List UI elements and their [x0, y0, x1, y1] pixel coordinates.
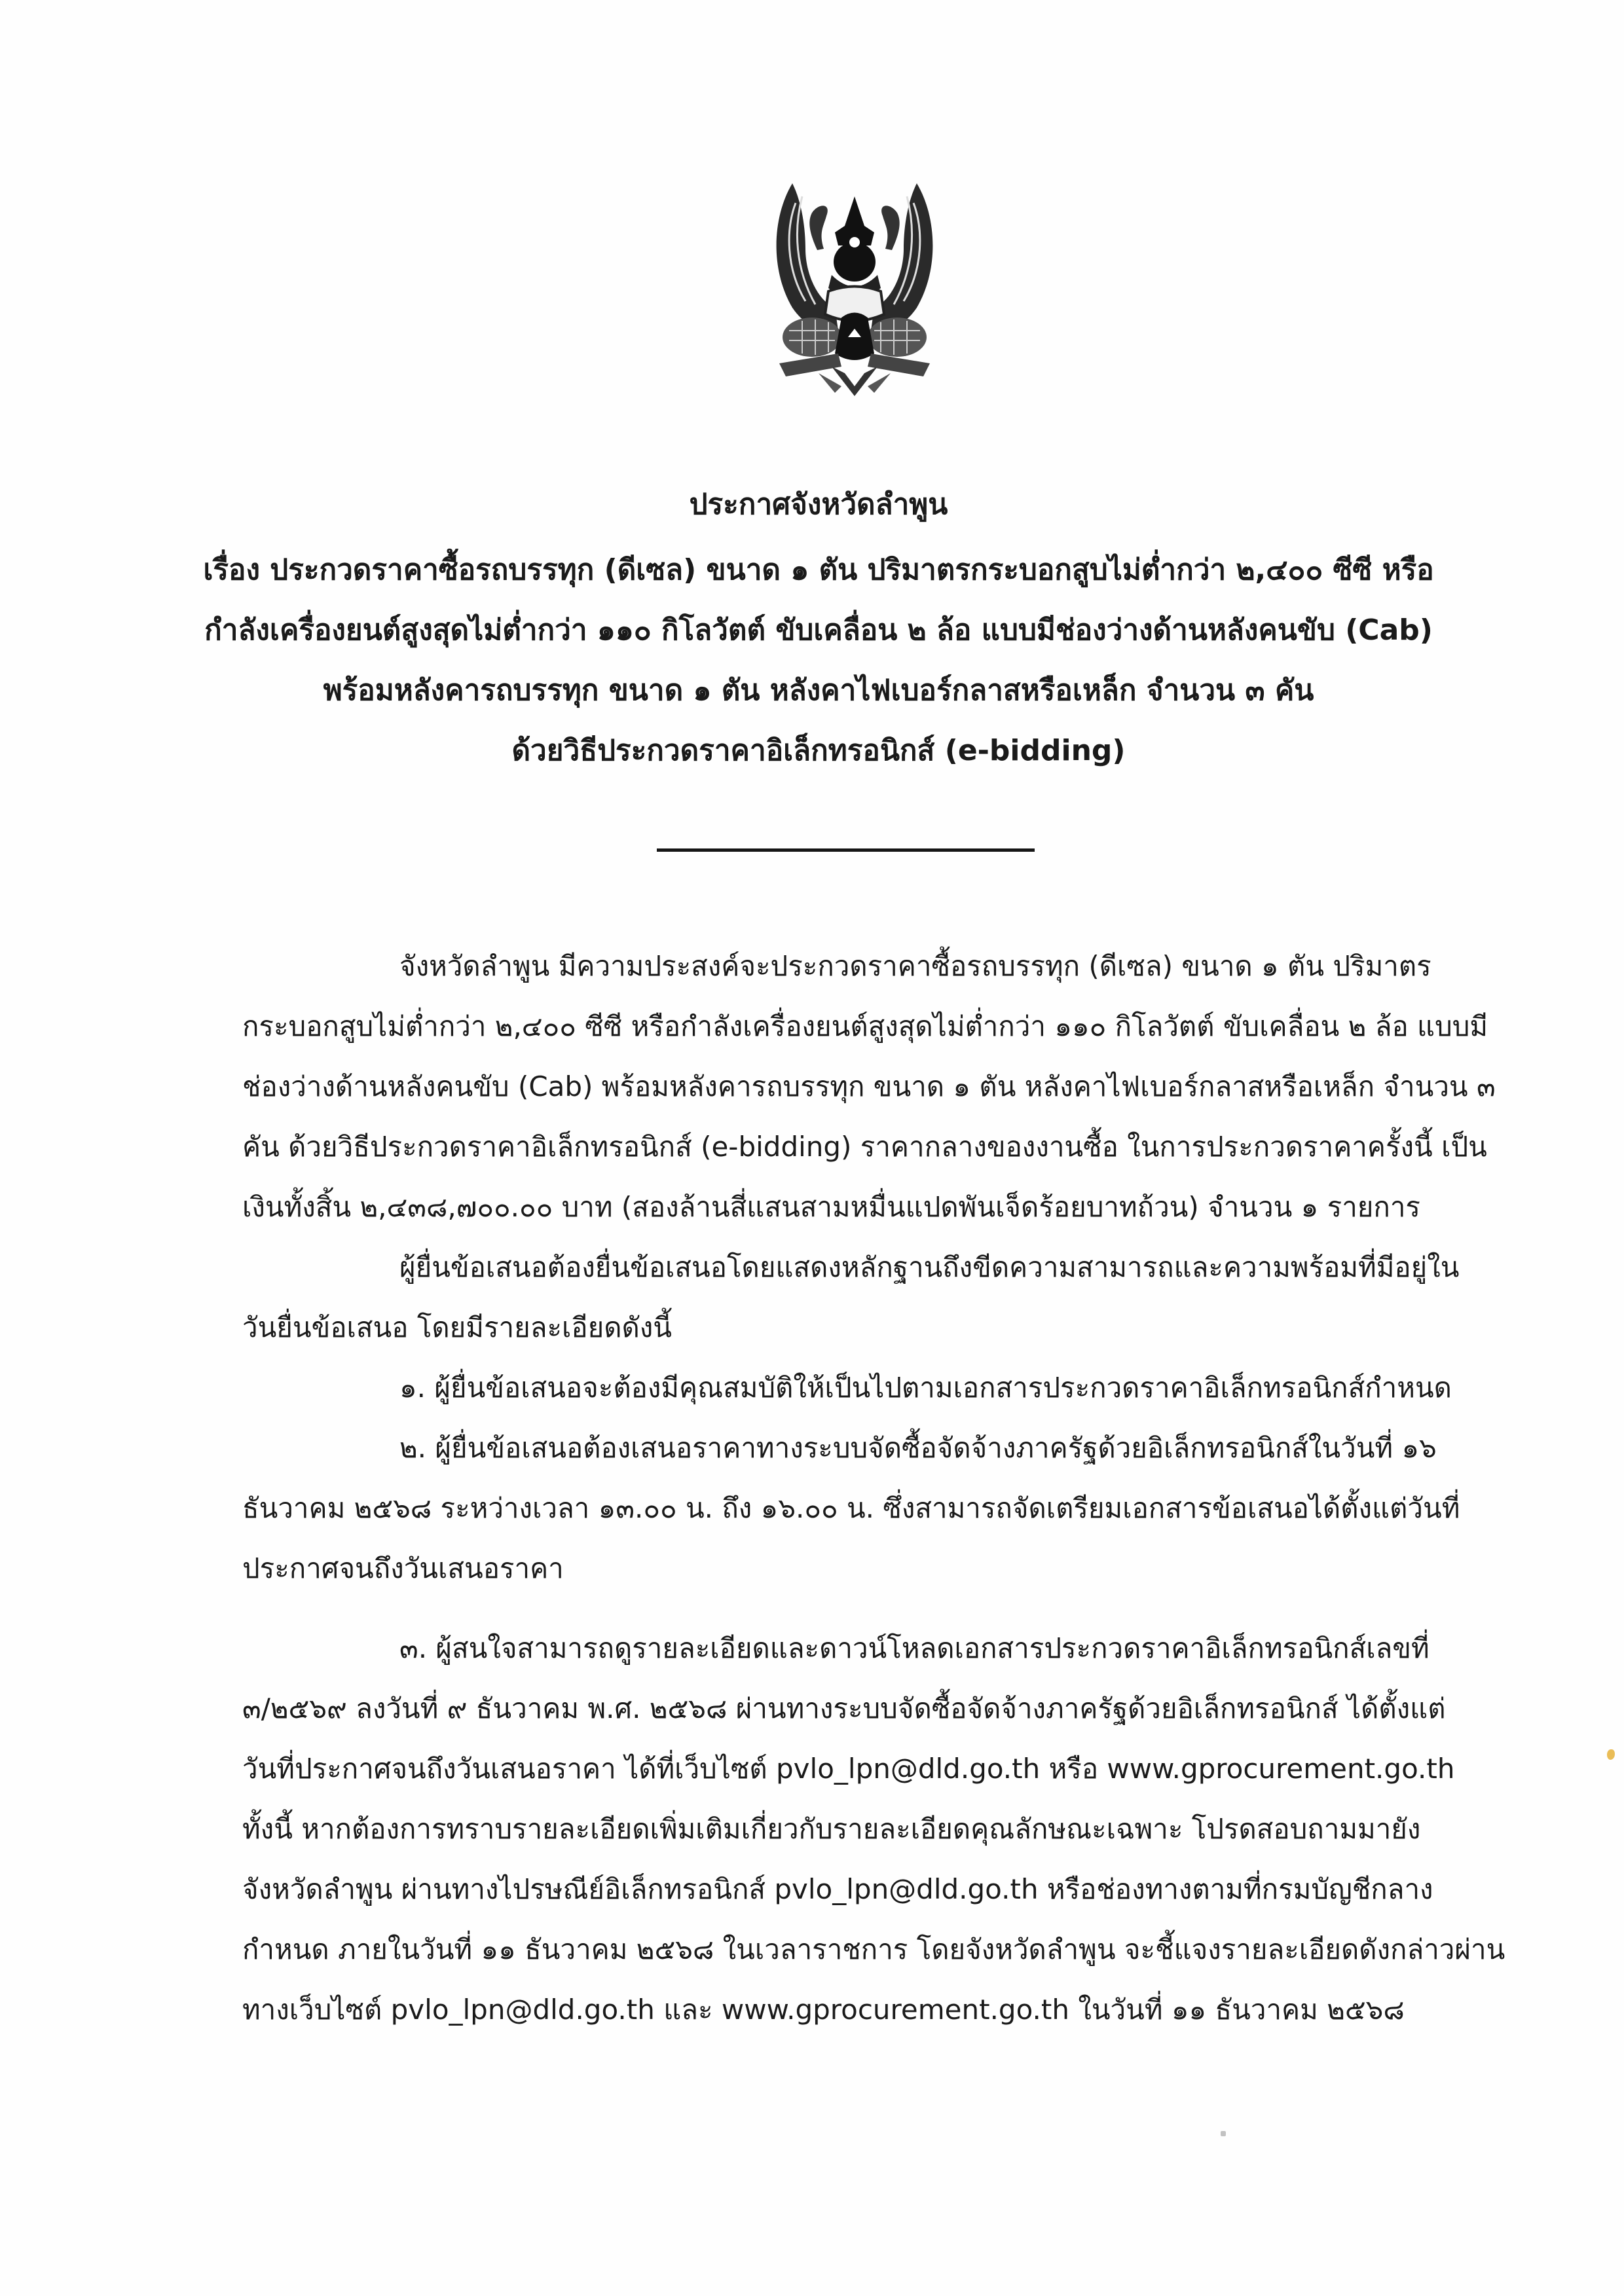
subject-label: เรื่อง [203, 553, 260, 587]
announcement-heading: ประกาศจังหวัดลำพูน [689, 488, 948, 521]
body-line: ๓/๒๕๖๙ ลงวันที่ ๙ ธันวาคม พ.ศ. ๒๕๖๘ ผ่านทางระบบจัดซื้อจัดจ้างภาครัฐด้วยอิเล็กทรอนิกส์ ได้ตั้งแต่ [242, 1692, 1446, 1724]
announcement-body [242, 936, 1505, 2040]
subject-line-3: พร้อมหลังคารถบรรทุก ขนาด ๑ ตัน หลังคาไฟเบอร์กลาสหรือเหล็ก จำนวน ๓ คัน [323, 674, 1314, 707]
subject-text-1: ประกวดราคาซื้อรถบรรทุก (ดีเซล) ขนาด ๑ ตัน ปริมาตรกระบอกสูบไม่ต่ำกว่า ๒,๔๐๐ ซีซี หรือ [270, 553, 1434, 587]
clause-2: ๒. ผู้ยื่นข้อเสนอต้องเสนอราคาทางระบบจัดซื้อจัดจ้างภาครัฐด้วยอิเล็กทรอนิกส์ในวันที่ ๑๖ [399, 1432, 1437, 1464]
body-line: ช่องว่างด้านหลังคนขับ (Cab) พร้อมหลังคารถบรรทุก ขนาด ๑ ตัน หลังคาไฟเบอร์กลาสหรือเหล็ก จำนวน ๓ [242, 1070, 1496, 1102]
body-line: ประกาศจนถึงวันเสนอราคา [242, 1552, 564, 1584]
scan-speck [1607, 1749, 1615, 1760]
body-line: วันยื่นข้อเสนอ โดยมีรายละเอียดดังนี้ [242, 1311, 672, 1343]
body-line: ธันวาคม ๒๕๖๘ ระหว่างเวลา ๑๓.๐๐ น. ถึง ๑๖.๐๐ น. ซึ่งสามารถจัดเตรียมเอกสารข้อเสนอได้ตั้งแต่วันที่ [242, 1492, 1460, 1524]
subject-line-1 [196, 540, 1441, 600]
body-line: ทางเว็บไซต์ pvlo_lpn@dld.go.th และ www.gprocurement.go.th ในวันที่ ๑๑ ธันวาคม ๒๕๖๘ [242, 1994, 1405, 2026]
body-line: กำหนด ภายในวันที่ ๑๑ ธันวาคม ๒๕๖๘ ในเวลาราชการ โดยจังหวัดลำพูน จะชี้แจงรายละเอียดดังกล่าวผ่าน [242, 1933, 1505, 1965]
subject-line-2: กำลังเครื่องยนต์สูงสุดไม่ต่ำกว่า ๑๑๐ กิโลวัตต์ ขับเคลื่อน ๒ ล้อ แบบมีช่องว่างด้านหลังคนขับ (Cab) [204, 613, 1433, 647]
subject-line-4: ด้วยวิธีประกวดราคาอิเล็กทรอนิกส์ (e-bidding) [511, 734, 1126, 767]
announcement-header [196, 475, 1441, 781]
body-line: คัน ด้วยวิธีประกวดราคาอิเล็กทรอนิกส์ (e-bidding) ราคากลางของงานซื้อ ในการประกวดราคาครั้งนี้ เป็น [242, 1131, 1487, 1163]
body-line: ทั้งนี้ หากต้องการทราบรายละเอียดเพิ่มเติมเกี่ยวกับรายละเอียดคุณลักษณะเฉพาะ โปรดสอบถามมายัง [242, 1813, 1421, 1845]
body-line: เงินทั้งสิ้น ๒,๔๓๘,๗๐๐.๐๐ บาท (สองล้านสี่แสนสามหมื่นแปดพันเจ็ดร้อยบาทถ้วน) จำนวน ๑ รายการ [242, 1191, 1420, 1223]
body-line: จังหวัดลำพูน ผ่านทางไปรษณีย์อิเล็กทรอนิกส์ pvlo_lpn@dld.go.th หรือช่องทางตามที่กรมบัญชีกลาง [242, 1873, 1433, 1905]
body-line: จังหวัดลำพูน มีความประสงค์จะประกวดราคาซื้อรถบรรทุก (ดีเซล) ขนาด ๑ ตัน ปริมาตร [399, 950, 1431, 982]
garuda-emblem-icon [766, 177, 943, 399]
clause-1: ๑. ผู้ยื่นข้อเสนอจะต้องมีคุณสมบัติให้เป็นไปตามเอกสารประกวดราคาอิเล็กทรอนิกส์กำหนด [399, 1372, 1452, 1404]
body-line: ผู้ยื่นข้อเสนอต้องยื่นข้อเสนอโดยแสดงหลักฐานถึงขีดความสามารถและความพร้อมที่มีอยู่ใน [399, 1251, 1460, 1283]
header-divider [657, 848, 1035, 852]
clause-3: ๓. ผู้สนใจสามารถดูรายละเอียดและดาวน์โหลดเอกสารประกวดราคาอิเล็กทรอนิกส์เลขที่ [399, 1632, 1430, 1664]
scan-dust [1221, 2131, 1226, 2136]
body-line: กระบอกสูบไม่ต่ำกว่า ๒,๔๐๐ ซีซี หรือกำลังเครื่องยนต์สูงสุดไม่ต่ำกว่า ๑๑๐ กิโลวัตต์ ขับเคลื่อน ๒ ล้อ แบบมี [242, 1010, 1488, 1042]
body-line: วันที่ประกาศจนถึงวันเสนอราคา ได้ที่เว็บไซต์ pvlo_lpn@dld.go.th หรือ www.gprocurement.go.th [242, 1753, 1455, 1785]
